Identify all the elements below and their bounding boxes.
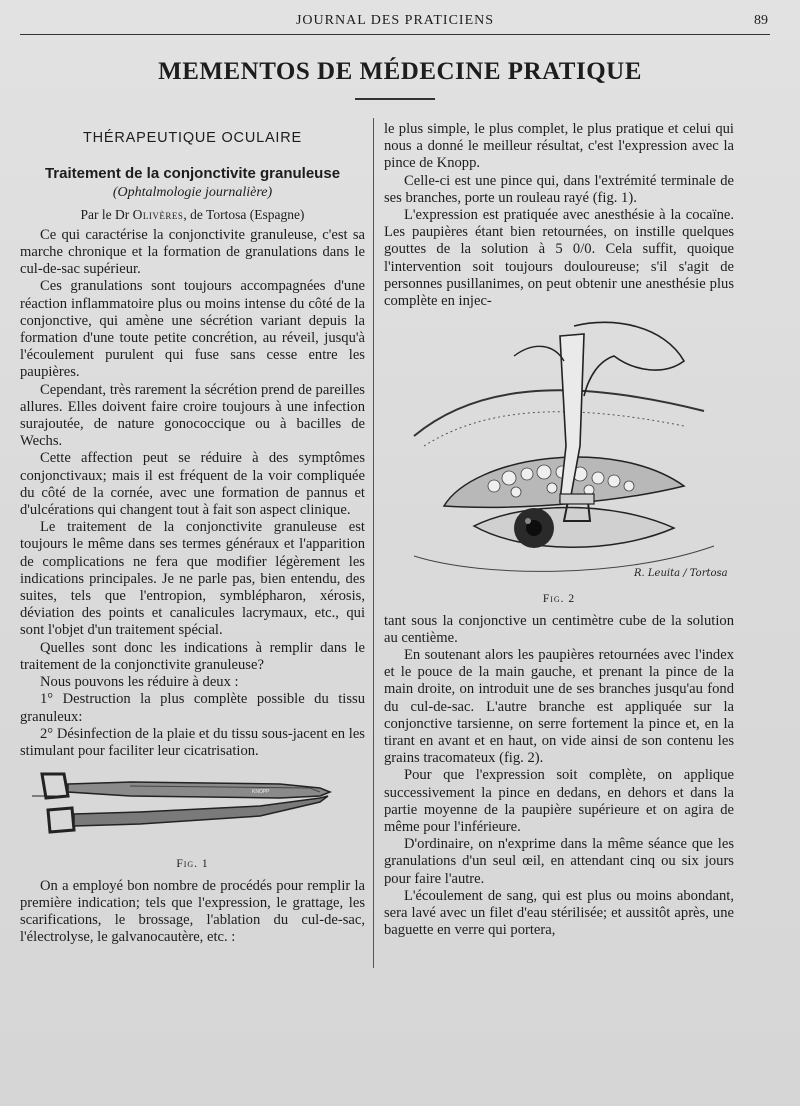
paragraph: Ce qui caractérise la conjonctivite granuleuse, c'est sa marche chronique et la formation de granulations dans le cul-de-sac supérieur. [20,226,365,278]
paragraph: Le traitement de la conjonctivite granuleuse est toujours le même dans ses termes généraux et l'apparition de complications ne fera que modifier légèrement les indications principales. Je ne parle pas, bien entendu, des suites, tels que l'entropion, symblépharon, xérosis, déviation des points et canalicules lacrymaux, etc., qui sont l'objet d'un traitement spécial. [20,519,365,639]
paragraph: On a employé bon nombre de procédés pour remplir la première indication; tels que l'expression, le grattage, les scarifications, le brossage, l'ablation du cul-de-sac, l'électrolyse, le galvanocautère, etc. : [20,877,365,946]
left-column [20,126,365,946]
paragraph: Cependant, très rarement la sécrétion prend de pareilles allures. Elles doivent faire croire toujours à une infection surajoutée, de nature gonococcique ou à bacilles de Wechs. [20,381,365,450]
section-heading: THÉRAPEUTIQUE OCULAIRE [82,130,303,146]
column-divider [373,118,374,968]
byline-prefix: Par le Dr [80,206,133,222]
paragraph: 1° Destruction la plus complète possible du tissu granuleux: [20,691,365,725]
paragraph: Ces granulations sont toujours accompagnées d'une réaction inflammatoire plus ou moins intense du côté de la conjonctive, qui amène une sécrétion variant depuis la formation d'une toute petite concrétion, au réveil, jusqu'à l'écoulement purulent qui fuse sans cesse entre les paupières. [20,278,365,381]
right-column [384,121,734,940]
paragraph: 2° Désinfection de la plaie et du tissu sous-jacent en les stimulant pour faciliter leur cicatrisation. [20,725,365,759]
paragraph: Cette affection peut se réduire à des symptômes conjonctivaux; mais il est fréquent de la voir compliquée du côté de la cornée, avec une formation de pannus et d'ulcérations qui changent tout à fait son aspect clinique. [20,450,365,519]
article-title: Traitement de la conjonctivite granuleuse [44,165,341,183]
byline-suffix: , de Tortosa (Espagne) [183,206,305,222]
paragraph: Pour que l'expression soit complète, on applique successivement la pince en dedans, en dehors et dans la partie moyenne de la paupière supérieure et on agira de même pour l'inférieure. [384,767,734,836]
paragraph: L'écoulement de sang, qui est plus ou moins abondant, sera lavé avec un filet d'eau stérilisée; et aussitôt après, une baguette en verre qui portera, [384,887,734,939]
figure-1 [20,766,365,873]
instrument-stamp: KNOPP [252,789,270,796]
title-rule [355,98,435,100]
journal-name: JOURNAL DES PRATICIENS [295,13,495,28]
paragraph-continued: le plus simple, le plus complet, le plus pratique et celui qui nous a donné le meilleur résultat, c'est l'expression avec la pince de Knopp. [384,121,734,172]
paragraph: D'ordinaire, on n'exprime dans la même séance que les granulations d'un seul œil, en attendant cinq ou six jours pour faire l'autre. [384,836,734,887]
paragraph: L'expression est pratiquée avec anesthésie à la cocaïne. Les paupières étant bien retournées, on instille quelques gouttes de la solution à 5 0/0. Cela suffit, quoique l'intervention soit toujours douloureuse; s'il s'agit de personnes pusillanimes, on peut obtenir une anesthésie plus complète en injec- [384,207,734,310]
knopp-forceps-illustration [20,766,365,851]
byline [20,206,365,223]
paragraph: En soutenant alors les paupières retournées avec l'index et le pouce de la main gauche, et prenant la pince de la main droite, on introduit une de ses branches jusqu'au fond du cul-de-sac. L'autre branche est appliquée sur la conjonctive tarsienne, on serre fortement la pince et, en la tirant en avant et en haut, on vide ainsi de son contenu les grains tracomateux (fig. 2). [384,647,734,767]
author-name: Olivères [132,206,184,222]
paragraph: Celle-ci est une pince qui, dans l'extrémité terminale de ses branches, porte un rouleau rayé (fig. 1). [384,172,734,206]
figure-2-caption: Fig. 2 [542,593,576,606]
figure-2 [384,316,734,608]
eye-expression-illustration [384,316,734,586]
running-head [20,12,770,35]
figure-1-caption: Fig. 1 [176,858,209,871]
paragraph: Quelles sont donc les indications à remplir dans le traitement de la conjonctivite granuleuse? [20,639,365,673]
paragraph: Nous pouvons les réduire à deux : [40,674,239,691]
article-source: (Ophtalmologie journalière) [112,185,273,201]
page-number: 89 [754,13,768,28]
artist-signature: R. Leuita / Tortosa [634,568,728,580]
paragraph-continued: tant sous la conjonctive un centimètre cube de la solution au centième. [384,612,734,646]
page-title: MEMENTOS DE MÉDECINE PRATIQUE [158,58,642,85]
